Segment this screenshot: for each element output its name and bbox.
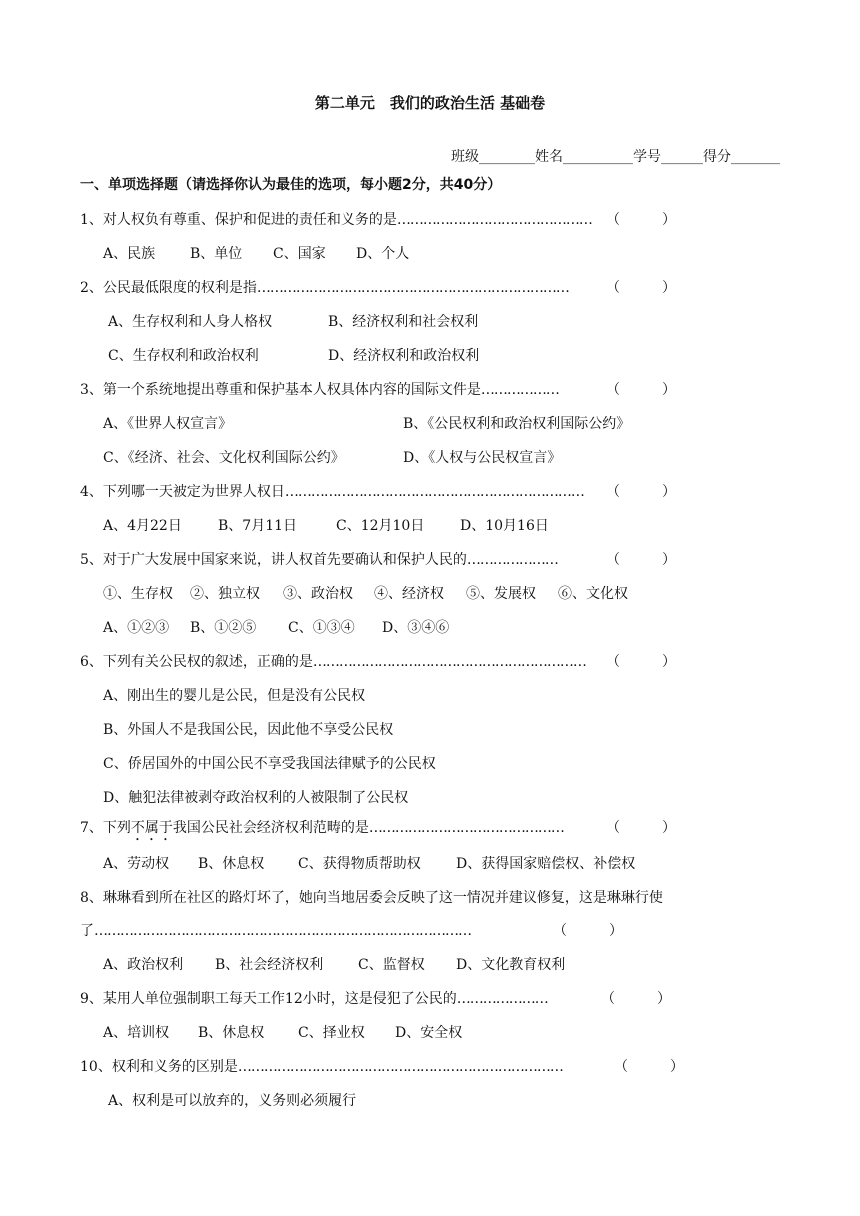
dot-leader: ………………………………………………………………… [237, 1059, 563, 1075]
option-b: B、经济权利和社会权利 [328, 314, 479, 330]
option-b: B、社会经济权利 [215, 957, 324, 973]
option-a: A、政治权利 [103, 957, 184, 973]
answer-blank: （ ） [606, 820, 676, 836]
question-6 [80, 651, 586, 671]
exam-title: 第二单元 我们的政治生活 基础卷 [314, 94, 546, 112]
option-a: A、《世界人权宣言》 [103, 416, 233, 432]
section-heading: 一、单项选择题（请选择你认为最佳的选项，每小题2分，共40分） [80, 177, 502, 193]
question-8-continued [80, 920, 471, 940]
option-a: A、培训权 [103, 1025, 170, 1041]
statement-item: ⑥、文化权 [558, 586, 628, 602]
option-d: D、③④⑥ [382, 620, 450, 636]
option-d: D、安全权 [395, 1025, 463, 1041]
question-10 [80, 1056, 563, 1076]
answer-blank: （ ） [606, 212, 676, 228]
option-a: A、生存权利和人身人格权 [108, 314, 273, 330]
question-9 [80, 988, 548, 1008]
dot-leader: ……………………………………………………………… [256, 280, 569, 296]
question-stem: 6、下列有关公民权的叙述，正确的是 [80, 654, 313, 670]
option-b: B、单位 [190, 246, 243, 262]
option-d: D、经济权利和政治权利 [328, 348, 480, 364]
question-3 [80, 379, 559, 399]
option-c: C、择业权 [298, 1025, 365, 1041]
option-b: B、休息权 [198, 856, 265, 872]
statement-item: ④、经济权 [374, 586, 444, 602]
option-a: A、权利是可以放弃的，义务则必须履行 [108, 1093, 357, 1109]
question-7 [80, 817, 564, 844]
question-stem: 4、下列哪一天被定为世界人权日 [80, 484, 285, 500]
answer-blank: （ ） [601, 991, 671, 1007]
option-c: C、①③④ [288, 620, 355, 636]
option-d: D、获得国家赔偿权、补偿权 [456, 856, 636, 872]
answer-blank: （ ） [606, 552, 676, 568]
answer-blank: （ ） [606, 280, 676, 296]
option-b: B、休息权 [198, 1025, 265, 1041]
option-a: A、刚出生的婴儿是公民，但是没有公民权 [103, 688, 366, 704]
option-b: B、外国人不是我国公民，因此他不享受公民权 [103, 722, 394, 738]
dot-leader: …………………………………………………………… [284, 484, 584, 500]
statement-item: ⑤、发展权 [466, 586, 536, 602]
option-c: C、侨居国外的中国公民不享受我国法律赋予的公民权 [103, 756, 436, 772]
statement-item: ②、独立权 [190, 586, 260, 602]
question-stem: 了 [80, 923, 94, 939]
answer-blank: （ ） [614, 1059, 684, 1075]
question-stem: 2、公民最低限度的权利是指 [80, 280, 257, 296]
question-stem: 10、权利和义务的区别是 [80, 1059, 238, 1075]
dot-leader: …………………………………………………………………………… [94, 923, 471, 939]
option-c: C、获得物质帮助权 [298, 856, 421, 872]
answer-blank: （ ） [606, 382, 676, 398]
dot-leader: ……………………………………………………… [312, 654, 586, 670]
option-c: C、国家 [273, 246, 326, 262]
option-d: D、个人 [356, 246, 410, 262]
option-d: D、文化教育权利 [456, 957, 566, 973]
question-1 [80, 209, 592, 229]
dot-leader: ……………………………………… [396, 212, 592, 228]
option-a: A、劳动权 [103, 856, 170, 872]
question-stem: 我国公民社会经济权利范畴的是 [172, 820, 369, 836]
question-stem: 5、对于广大发展中国家来说，讲人权首先要确认和保护人民的 [80, 552, 467, 568]
student-info-line: 班级________姓名__________学号______得分_______ [451, 149, 780, 165]
option-b: B、①②⑤ [190, 620, 257, 636]
question-2 [80, 277, 569, 297]
option-c: C、《经济、社会、文化权利国际公约》 [103, 450, 345, 466]
answer-blank: （ ） [553, 923, 623, 939]
dot-leader: ……………………………………… [368, 820, 564, 836]
statement-item: ①、生存权 [103, 586, 173, 602]
option-c: C、生存权利和政治权利 [108, 348, 259, 364]
answer-blank: （ ） [606, 654, 676, 670]
option-a: A、①②③ [103, 620, 170, 636]
dot-leader: ………………… [456, 991, 548, 1007]
option-d: D、触犯法律被剥夺政治权利的人被限制了公民权 [103, 790, 409, 806]
question-8: 8、琳琳看到所在社区的路灯坏了，她向当地居委会反映了这一情况并建议修复，这是琳琳行使 [80, 890, 663, 906]
option-d: D、10月16日 [460, 518, 549, 534]
option-b: B、《公民权利和政治权利国际公约》 [403, 416, 631, 432]
dot-leader: ………………… [466, 552, 558, 568]
option-b: B、7月11日 [218, 518, 298, 534]
question-stem: 7、下列 [80, 820, 131, 836]
question-stem: 9、某用人单位强制职工每天工作12小时，这是侵犯了公民的 [80, 991, 457, 1007]
option-a: A、4月22日 [103, 518, 182, 534]
emphasized-text: 不属于 [130, 820, 173, 836]
option-d: D、《人权与公民权宣言》 [403, 450, 562, 466]
question-4 [80, 481, 584, 501]
question-stem: 3、第一个系统地提出尊重和保护基本人权具体内容的国际文件是 [80, 382, 481, 398]
option-c: C、12月10日 [336, 518, 425, 534]
statement-item: ③、政治权 [283, 586, 353, 602]
question-5 [80, 549, 558, 569]
question-stem: 1、对人权负有尊重、保护和促进的责任和义务的是 [80, 212, 397, 228]
option-a: A、民族 [103, 246, 156, 262]
dot-leader: ……………… [480, 382, 559, 398]
answer-blank: （ ） [606, 484, 676, 500]
option-c: C、监督权 [358, 957, 425, 973]
